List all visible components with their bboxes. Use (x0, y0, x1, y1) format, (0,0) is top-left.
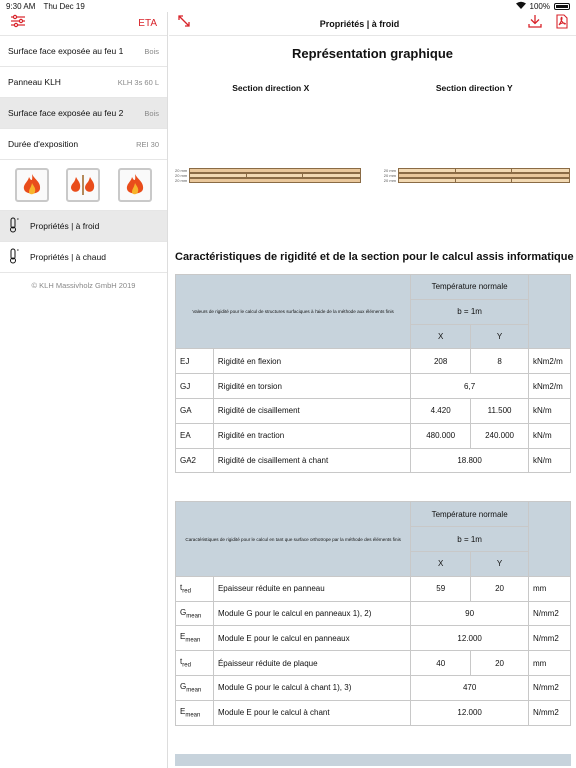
copyright: © KLH Massivholz GmbH 2019 (31, 281, 136, 290)
section-x-label: Section direction X (232, 83, 310, 93)
table-row: $G_{mean}$ Module G pour le calcul en panneaux 1), 2) 90 N/mm2 (176, 601, 571, 626)
row-label: Panneau KLH (8, 77, 61, 87)
unit-header (528, 502, 570, 576)
width-header: b = 1m (411, 527, 529, 552)
fire-left-icon[interactable] (15, 168, 49, 202)
thermometer-icon (8, 217, 20, 235)
table-row: $t_{red}$ Epaisseur réduite en panneau 59 20 mm (176, 576, 571, 601)
x-header: X (411, 551, 471, 576)
layer-cross (398, 178, 570, 183)
svg-text:°: ° (16, 218, 19, 224)
status-time: 9:30 AM (6, 1, 36, 11)
table-description: Valeurs de rigidité pour le calcul de structures surfaciques à l'aide de la méthode aux éléments finis (176, 275, 411, 349)
table-row: $E_{mean}$ Module E pour le calcul en panneaux 12.000 N/mm2 (176, 626, 571, 651)
row-label: Surface face exposée au feu 2 (8, 108, 124, 118)
layer-long (189, 178, 361, 183)
temperature-header: Température normale (411, 502, 529, 527)
row-value: KLH 3s 60 L (117, 77, 159, 87)
pdf-icon[interactable] (556, 14, 568, 34)
next-table-header (175, 754, 571, 766)
section-drawings (169, 168, 576, 183)
x-header: X (411, 324, 471, 349)
sidebar (0, 12, 168, 768)
sidebar-row-fire-surface-2[interactable] (0, 98, 167, 129)
row-value: REI 30 (136, 139, 159, 149)
characteristics-heading: Caractéristiques de rigidité et de la section pour le calcul assis informatique (175, 251, 574, 263)
sidebar-toolbar (0, 12, 167, 36)
svg-text:°: ° (16, 249, 19, 255)
eta-button[interactable]: ETA (138, 18, 157, 29)
settings-sliders-icon[interactable] (10, 14, 26, 33)
table-row: GJ Rigidité en torsion 6,7 kNm2/m (176, 374, 571, 399)
layer-labels: 20 mm 20 mm 20 mm (175, 168, 188, 183)
stiffness-table (175, 274, 571, 473)
battery-icon (554, 3, 570, 10)
row-label: Durée d'exposition (8, 139, 79, 149)
navbar (169, 12, 576, 36)
status-bar (0, 0, 576, 12)
status-date: Thu Dec 19 (43, 1, 85, 11)
orthotropic-table (175, 501, 571, 725)
table-row: GA2 Rigidité de cisaillement à chant 18.800 kN/m (176, 448, 571, 473)
section-x-drawing (175, 168, 361, 183)
row-value: Bois (144, 108, 159, 118)
section-headings (169, 83, 576, 93)
table-row: EA Rigidité en traction 480.000 240.000 kN/m (176, 423, 571, 448)
section-y-drawing (384, 168, 570, 183)
unit-header (528, 275, 570, 349)
fire-both-icon[interactable] (66, 168, 100, 202)
y-header: Y (471, 551, 529, 576)
panel-layers-x (189, 168, 361, 183)
menu-item-label: Propriétés | à froid (30, 221, 100, 231)
wifi-icon (516, 1, 526, 11)
panel-layers-y (398, 168, 570, 183)
layer-labels: 20 mm 20 mm 20 mm (383, 168, 396, 183)
table-row: $G_{mean}$ Module G pour le calcul à chant 1), 3) 470 N/mm2 (176, 675, 571, 700)
battery-percent: 100% (529, 1, 550, 11)
section-y-label: Section direction Y (435, 83, 513, 93)
download-icon[interactable] (528, 14, 542, 34)
graph-heading: Représentation graphique (291, 46, 454, 61)
row-label: Surface face exposée au feu 1 (8, 46, 124, 56)
table-row: GA Rigidité de cisaillement 4.420 11.500 kN/m (176, 398, 571, 423)
row-value: Bois (144, 46, 159, 56)
menu-item-hot-properties[interactable] (0, 242, 167, 273)
fire-exposure-selector (0, 160, 167, 211)
table-description: Caractéristiques de rigidité pour le calcul en tant que surface orthotrope par la méthode des éléments finis (176, 502, 411, 576)
width-header: b = 1m (411, 299, 529, 324)
sidebar-row-exposure-duration[interactable] (0, 129, 167, 160)
expand-arrows-icon[interactable] (177, 14, 191, 33)
menu-item-cold-properties[interactable] (0, 211, 167, 242)
y-header: Y (471, 324, 529, 349)
sidebar-row-fire-surface-1[interactable] (0, 36, 167, 67)
table-row: $t_{red}$ Épaisseur réduite de plaque 40 20 mm (176, 651, 571, 676)
page-title: Propriétés | à froid (319, 18, 400, 29)
temperature-header: Température normale (411, 275, 529, 300)
fire-right-icon[interactable] (118, 168, 152, 202)
table-row: EJ Rigidité en flexion 208 8 kNm2/m (176, 349, 571, 374)
thermometer-icon (8, 248, 20, 266)
menu-item-label: Propriétés | à chaud (30, 252, 106, 262)
table-row: $E_{mean}$ Module E pour le calcul à chant 12.000 N/mm2 (176, 700, 571, 725)
main-content (169, 12, 576, 768)
sidebar-row-panel[interactable] (0, 67, 167, 98)
